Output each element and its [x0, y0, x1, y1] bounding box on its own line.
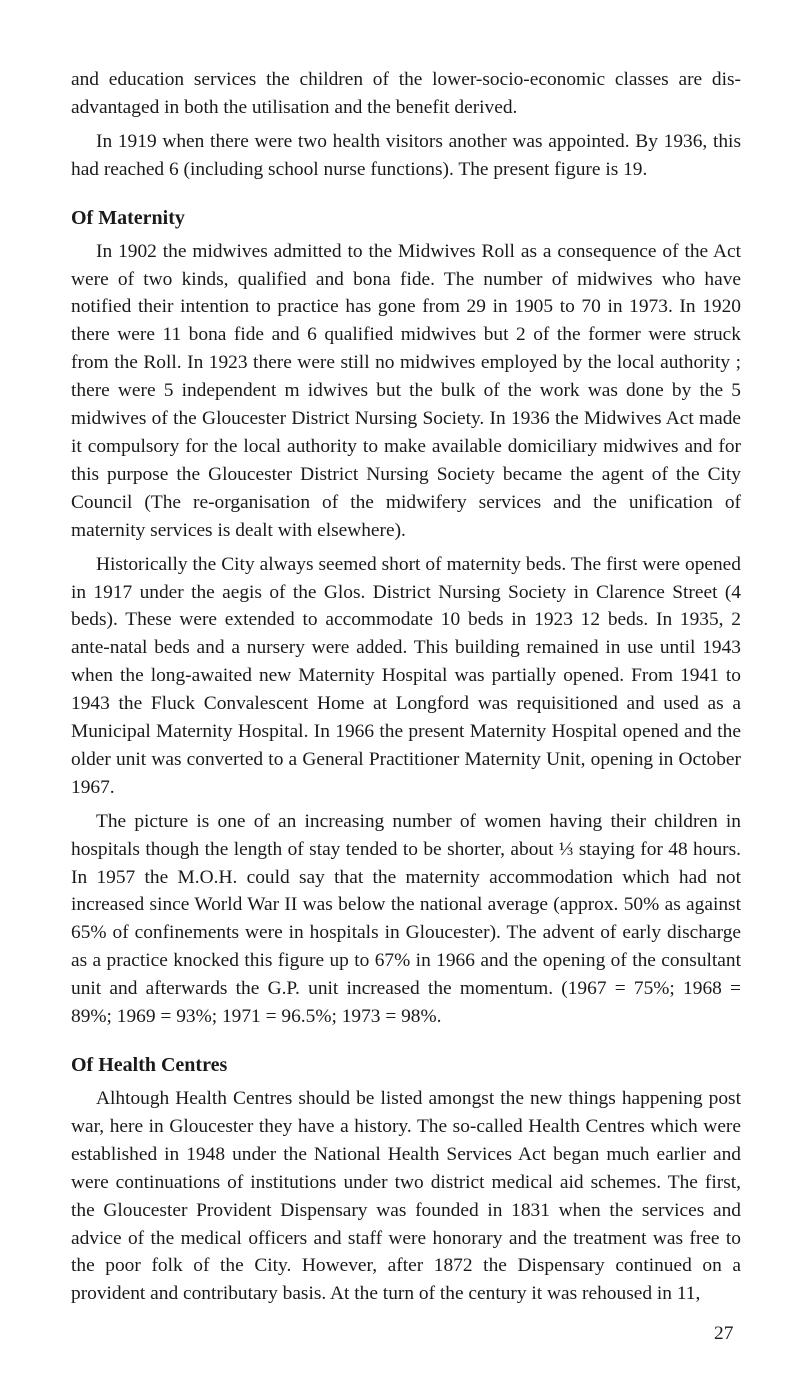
paragraph-hospital-confinements: The picture is one of an increasing number of women having their children in hospitals though the length of stay tended to be shorter, about ⅓ staying for 48 hours. In 1957 the M.O.H. could say that the maternity accommodation which had not increased since World War II was below the national average (approx. 50% as against 65% of confinements were in hospitals in Gloucester). The advent of early discharge as a practice knocked this figure up to 67% in 1966 and the opening of the consultant unit and afterwards the G.P. unit increased the momentum. (1967 = 75%; 1968 = 89%; 1969 = 93%; 1971 = 96.5%; 1973 = 98%. [71, 810, 741, 1028]
paragraph-midwives: In 1902 the midwives admitted to the Midwives Roll as a consequence of the Act were of two kinds, qualified and bona fide. The number of midwives who have notified their intention to practice has gone from 29 in 1905 to 70 in 1973. In 1920 there were 11 bona fide and 6 qualified midwives but 2 of the former were struck from the Roll. In 1923 there were still no midwives employed by the local authority ; there were 5 independent m idwives but the bulk of the work was done by the 5 midwives of the Gloucester District Nursing Society. In 1936 the Midwives Act made it compulsory for the local authority to make available domiciliary midwives and for this purpose the Gloucester District Nursing Society became the agent of the City Council (The re-organisation of the midwifery services and the unification of maternity services is dealt with elsewhere). [71, 240, 741, 541]
paragraph-continued: and education services the children of the lower-socio-economic classes are dis-advantaged in both the utilisation and the benefit derived. [71, 69, 741, 118]
section-heading-maternity: Of Maternity [71, 206, 185, 229]
paragraph-health-centres: Alhtough Health Centres should be listed amongst the new things happening post war, here in Gloucester they have a history. The so-called Health Centres which were established in 1948 under the National Health Services Act began much earlier and were continuations of institutions under two district medical aid schemes. The first, the Gloucester Provident Dispensary was founded in 1831 when the services and advice of the medical officers and staff were honorary and the treatment was free to the poor folk of the City. However, after 1872 the Dispensary continued on a provident and contributary basis. At the turn of the century it was rehoused in 11, [71, 1088, 741, 1305]
page-number: 27 [714, 1323, 734, 1344]
section-heading-health-centres: Of Health Centres [71, 1054, 228, 1076]
document-page [71, 66, 741, 1308]
paragraph-health-visitors: In 1919 when there were two health visitors another was appointed. By 1936, this had reached 6 (including school nurse functions). The present figure is 19. [71, 130, 741, 180]
paragraph-maternity-beds: Historically the City always seemed short of maternity beds. The first were opened in 1917 under the aegis of the Glos. District Nursing Society in Clarence Street (4 beds). These were extended to accommodate 10 beds in 1923 12 beds. In 1935, 2 ante-natal beds and a nursery were added. This building remained in use until 1943 when the long-awaited new Maternity Hospital was partially opened. From 1941 to 1943 the Fluck Convalescent Home at Longford was requisitioned and used as a Municipal Maternity Hospital. In 1966 the present Maternity Hospital opened and the older unit was converted to a General Practitioner Maternity Unit, opening in October 1967. [71, 553, 741, 798]
